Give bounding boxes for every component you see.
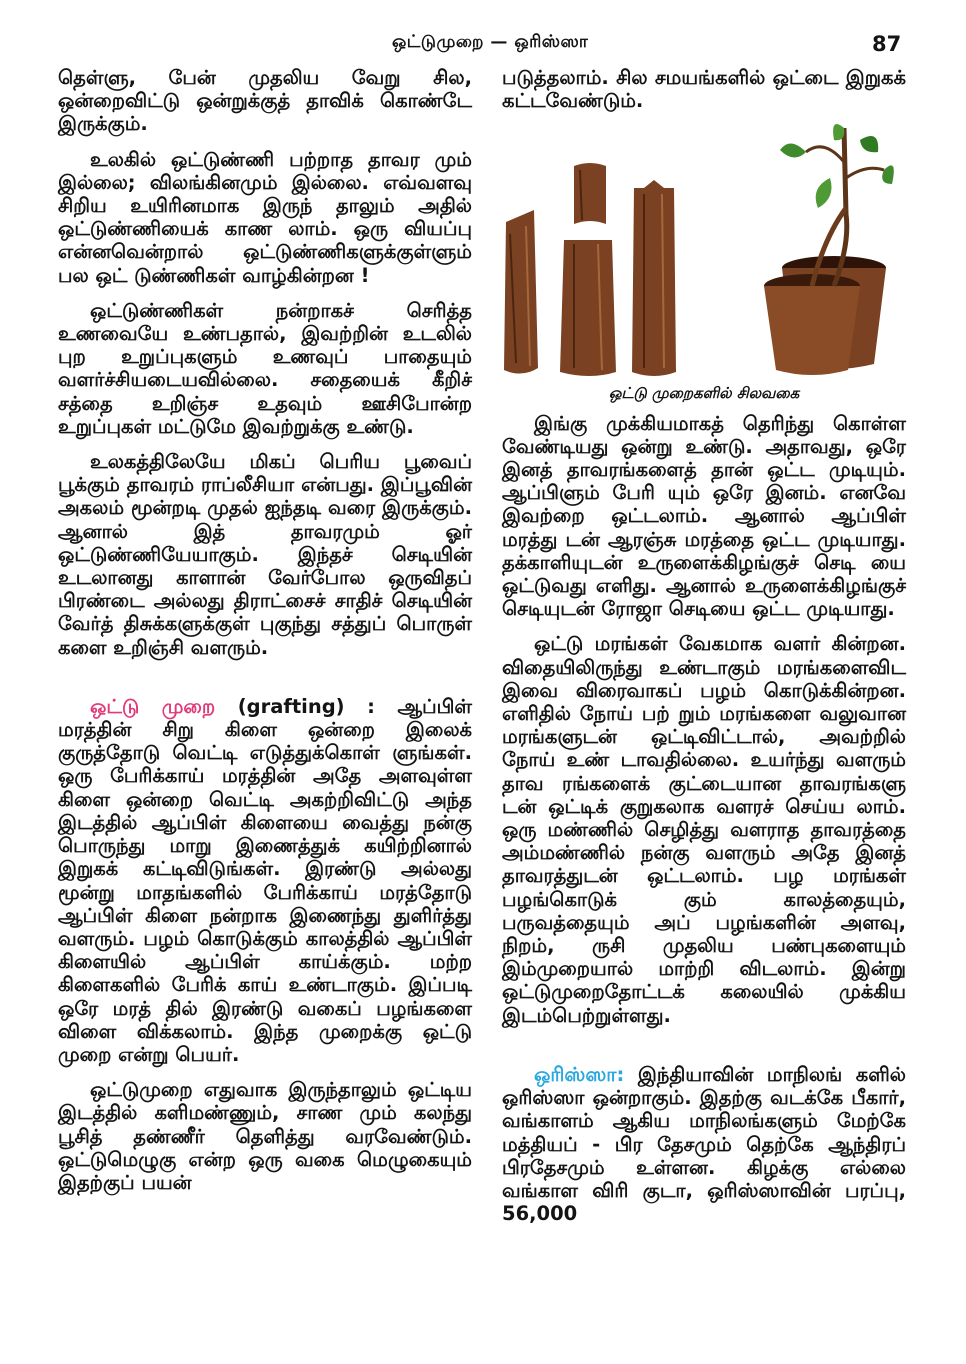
paragraph-same-species: இங்கு முக்கியமாகத் தெரிந்து கொள்ள வேண்டியது ஒன்று உண்டு. அதாவது, ஒரே இனத் தாவரங்களைத் தான் ஒட்ட முடியும். ஆப்பிளும் பேரி யும் ஒரே இனம். எனவே இவற்றை ஒட்டலாம். ஆனால் ஆப்பிள் மரத்து டன் ஆரஞ்சு மரத்தை ஒட்ட முடியாது. தக்காளியுடன் உருளைக்கிழங்குச் செடி யை ஒட்டுவது எளிது. ஆனால் உருளைக்கிழங்குச் செடியுடன் ரோஜா செடியை ஒட்ட முடியாது.	[502, 411, 906, 621]
grafting-heading: ஒட்டு முறை	[90, 694, 216, 718]
grafting-figure	[494, 118, 902, 380]
paragraph-parasites-jumping: தெள்ளு, பேன் முதலிய வேறு சில, ஒன்றைவிட்டு ஒன்றுக்குத் தாவிக் கொண்டே இருக்கும்.	[58, 66, 472, 136]
leaf-3	[882, 166, 894, 185]
page-header	[0, 30, 966, 64]
leaf-5	[860, 136, 878, 152]
paragraph-grafting-care: ஒட்டுமுறை எதுவாக இருந்தாலும் ஒட்டிய இடத்தில் களிமண்ணும், சாண மும் கலந்து பூசித் தண்ணீர் தெளித்து வரவேண்டும். ஒட்டுமெழுகு என்ற ஒரு வகை மெழுகையும் இதற்குப் பயன்	[58, 1078, 472, 1194]
paragraph-grafting-continued: படுத்தலாம். சில சமயங்களில் ஒட்டை இறுகக் கட்டவேண்டும்.	[502, 66, 906, 113]
paragraph-grafting-benefits: ஒட்டு மரங்கள் வேகமாக வளர் கின்றன. விதையிலிருந்து உண்டாகும் மரங்களைவிட இவை விரைவாகப் பழம் கொடுக்கின்றன. எளிதில் நோய் பற் றும் மரங்களை வலுவான மரங்களுடன் ஒட்டிவிட்டால், அவற்றில் நோய் உண் டாவதில்லை. உயர்ந்து வளரும் தாவ ரங்களைக் குட்டையான தாவரங்களு டன் ஒட்டிக் குறுகலாக வளரச் செய்ய லாம். ஒரு மண்ணில் செழித்து வளராத தாவரத்தை அம்மண்ணில் நன்கு வளரும் அதே இனத் தாவரத்துடன் ஒட்டலாம். பழ மரங்கள் பழங்கொடுக் கும் காலத்தையும், பருவத்தையும் அப் பழங்களின் அளவு, நிறம், ருசி முதலிய பண்புகளையும் இம்முறையால் மாற்றி விடலாம். இன்று ஒட்டுமுறைதோட்டக் கலையில் முக்கிய இடம்பெற்றுள்ளது.	[502, 632, 906, 1027]
paragraph-grafting	[58, 695, 472, 1066]
running-head: ஒட்டுமுறை — ஒரிஸ்ஸா	[392, 32, 589, 52]
leaf-4	[816, 178, 832, 208]
section-spacer	[58, 671, 472, 695]
page-number: 87	[872, 32, 902, 56]
paragraph-orissa	[502, 1063, 906, 1225]
section-spacer	[502, 1039, 906, 1063]
leaf-2	[833, 124, 844, 140]
orissa-heading: ஒரிஸ்ஸா:	[534, 1062, 625, 1086]
stem-piece-4	[632, 180, 676, 376]
leaf-1	[780, 144, 806, 158]
potted-grafted-plant	[764, 124, 894, 375]
right-column	[502, 66, 906, 1237]
stem-piece-2	[574, 163, 606, 224]
left-column	[58, 66, 472, 1206]
cut-stem-pieces	[504, 163, 676, 376]
grafting-body: ஆப்பிள் மரத்தின் சிறு கிளை ஒன்றை இலைக் குருத்தோடு வெட்டி எடுத்துக்கொள் ளுங்கள். ஒரு பேரிக்காய் மரத்தின் அதே அளவுள்ள கிளை ஒன்றை வெட்டி அகற்றிவிட்டு அந்த இடத்தில் ஆப்பிள் கிளையை வைத்து நன்கு பொருந்து மாறு இணைத்துக் கயிற்றினால் இறுகக் கட்டிவிடுங்கள். இரண்டு அல்லது மூன்று மாதங்களில் பேரிக்காய் மரத்தோடு ஆப்பிள் கிளை நன்றாக இணைந்து துளிர்த்து வளரும். பழம் கொடுக்கும் காலத்தில் ஆப்பிள் கிளையில் ஆப்பிள் காய்க்கும். மற்ற கிளைகளில் பேரிக் காய் உண்டாகும். இப்படி ஒரே மரத் தில் இரண்டு வகைப் பழங்களை விளை விக்கலாம். இந்த முறைக்கு ஒட்டு முறை என்று பெயர்.	[58, 694, 473, 1066]
stem-piece-3	[560, 240, 616, 376]
paragraph-parasites-everywhere: உலகில் ஒட்டுண்ணி பற்றாத தாவர மும் இல்லை; விலங்கினமும் இல்லை. எவ்வளவு சிறிய உயிரினமாக இருந் தாலும் அதில் ஒட்டுண்ணியைக் காண லாம். ஒரு வியப்பு என்னவென்றால் ஒட்டுண்ணிகளுக்குள்ளும் பல ஒட் டுண்ணிகள் வாழ்கின்றன !	[58, 147, 472, 287]
grafting-illustration	[494, 118, 902, 380]
paragraph-parasite-organs: ஒட்டுண்ணிகள் நன்றாகச் செரித்த உணவையே உண்பதால், இவற்றின் உடலில் புற உறுப்புகளும் உணவுப் பாதையும் வளர்ச்சியடையவில்லை. சதையைக் கீறிச் சத்தை உறிஞ்ச உதவும் ஊசிபோன்ற உறுப்புகள் மட்டுமே இவற்றுக்கு உண்டு.	[58, 298, 472, 438]
orissa-body: இந்தியாவின் மாநிலங் களில் ஒரிஸ்ஸா ஒன்றாகும். இதற்கு வடக்கே பீகார், வங்காளம் ஆகிய மாநிலங்களும் மேற்கே மத்தியப் - பிர தேசமும் தெற்கே ஆந்திரப் பிரதேசமும் உள்ளன. கிழக்கு எல்லை வங்காள விரி குடா, ஒரிஸ்ஸாவின் பரப்பு, 56,000	[502, 1062, 906, 1226]
paragraph-rafflesia: உலகத்திலேயே மிகப் பெரிய பூவைப் பூக்கும் தாவரம் ராப்லீசியா என்பது. இப்பூவின் அகலம் மூன்றடி முதல் ஐந்தடி வரை இருக்கும். ஆனால் இத் தாவரமும் ஓர் ஒட்டுண்ணியேயாகும். இந்தச் செடியின் உடலானது காளான் வேர்போல ஒருவிதப் பிரண்டை அல்லது திராட்சைச் சாதிச் செடியின் வேர்த் திசுக்களுக்குள் புகுந்து சத்துப் பொருள் களை உறிஞ்சி வளரும்.	[58, 450, 472, 659]
flower-pot-left	[764, 286, 860, 375]
grafting-term: (grafting) :	[237, 694, 375, 718]
figure-caption: ஒட்டு முறைகளில் சிலவகை	[608, 384, 800, 403]
